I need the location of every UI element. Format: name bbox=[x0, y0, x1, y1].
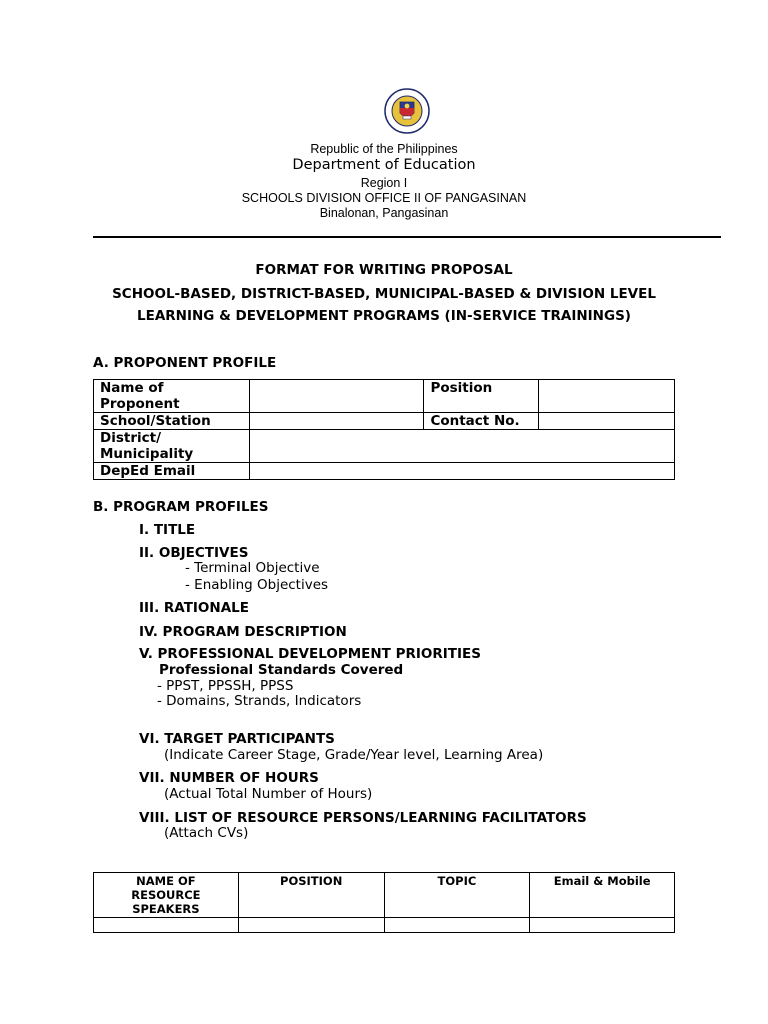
school-field[interactable] bbox=[249, 413, 424, 430]
ppst-item: - PPST, PPSSH, PPSS bbox=[157, 678, 294, 694]
document-subtitle-2: LEARNING & DEVELOPMENT PROGRAMS (IN-SERVICE TRAININGS) bbox=[137, 308, 631, 324]
item-hours: VII. NUMBER OF HOURS bbox=[139, 770, 319, 786]
document-title: FORMAT FOR WRITING PROPOSAL bbox=[255, 262, 513, 278]
table-row bbox=[94, 380, 675, 413]
name-label: Name of Proponent bbox=[94, 380, 250, 413]
school-label: School/Station bbox=[94, 413, 250, 430]
section-b-heading: B. PROGRAM PROFILES bbox=[93, 499, 269, 515]
deped-seal bbox=[384, 88, 430, 134]
republic-text: Republic of the Philippines bbox=[310, 142, 458, 156]
department-text: Department of Education bbox=[292, 157, 476, 173]
header-divider bbox=[93, 236, 721, 238]
name-field[interactable] bbox=[249, 380, 424, 413]
standards-heading: Professional Standards Covered bbox=[159, 662, 404, 678]
position-field[interactable] bbox=[539, 380, 675, 413]
document-subtitle-1: SCHOOL-BASED, DISTRICT-BASED, MUNICIPAL-BASED & DIVISION LEVEL bbox=[112, 286, 656, 302]
item-objectives: II. OBJECTIVES bbox=[139, 545, 249, 561]
office-text: SCHOOLS DIVISION OFFICE II OF PANGASINAN bbox=[241, 191, 527, 205]
table-cell[interactable] bbox=[94, 918, 239, 933]
email-label: DepEd Email bbox=[94, 463, 250, 480]
item-rationale: III. RATIONALE bbox=[139, 600, 249, 616]
item-participants: VI. TARGET PARTICIPANTS bbox=[139, 731, 335, 747]
participants-note: (Indicate Career Stage, Grade/Year level, Learning Area) bbox=[164, 747, 544, 763]
email-field[interactable] bbox=[249, 463, 674, 480]
item-description: IV. PROGRAM DESCRIPTION bbox=[139, 624, 347, 640]
table-row bbox=[94, 430, 675, 463]
district-field[interactable] bbox=[249, 430, 674, 463]
col-name-header: NAME OF RESOURCE SPEAKERS bbox=[94, 873, 239, 918]
table-cell[interactable] bbox=[384, 918, 530, 933]
table-row bbox=[94, 918, 675, 933]
table-cell[interactable] bbox=[530, 918, 675, 933]
region-text: Region I bbox=[360, 176, 408, 190]
table-cell[interactable] bbox=[238, 918, 384, 933]
proponent-table bbox=[93, 379, 675, 480]
table-row bbox=[94, 413, 675, 430]
section-a-heading: A. PROPONENT PROFILE bbox=[93, 355, 277, 371]
position-label: Position bbox=[424, 380, 539, 413]
enabling-objectives: - Enabling Objectives bbox=[185, 577, 329, 593]
item-resource: VIII. LIST OF RESOURCE PERSONS/LEARNING FACILITATORS bbox=[139, 810, 587, 826]
col-position-header: POSITION bbox=[238, 873, 384, 918]
hours-note: (Actual Total Number of Hours) bbox=[164, 786, 373, 802]
contact-label: Contact No. bbox=[424, 413, 539, 430]
resource-note: (Attach CVs) bbox=[164, 825, 249, 841]
resource-table bbox=[93, 872, 675, 933]
district-label: District/ Municipality bbox=[94, 430, 250, 463]
location-text: Binalonan, Pangasinan bbox=[319, 206, 449, 220]
col-email-header: Email & Mobile bbox=[530, 873, 675, 918]
terminal-objective: - Terminal Objective bbox=[185, 560, 320, 576]
domains-item: - Domains, Strands, Indicators bbox=[157, 693, 362, 709]
contact-field[interactable] bbox=[539, 413, 675, 430]
item-priorities: V. PROFESSIONAL DEVELOPMENT PRIORITIES bbox=[139, 646, 481, 662]
col-topic-header: TOPIC bbox=[384, 873, 530, 918]
item-title: I. TITLE bbox=[139, 522, 196, 538]
table-row bbox=[94, 873, 675, 918]
table-row bbox=[94, 463, 675, 480]
